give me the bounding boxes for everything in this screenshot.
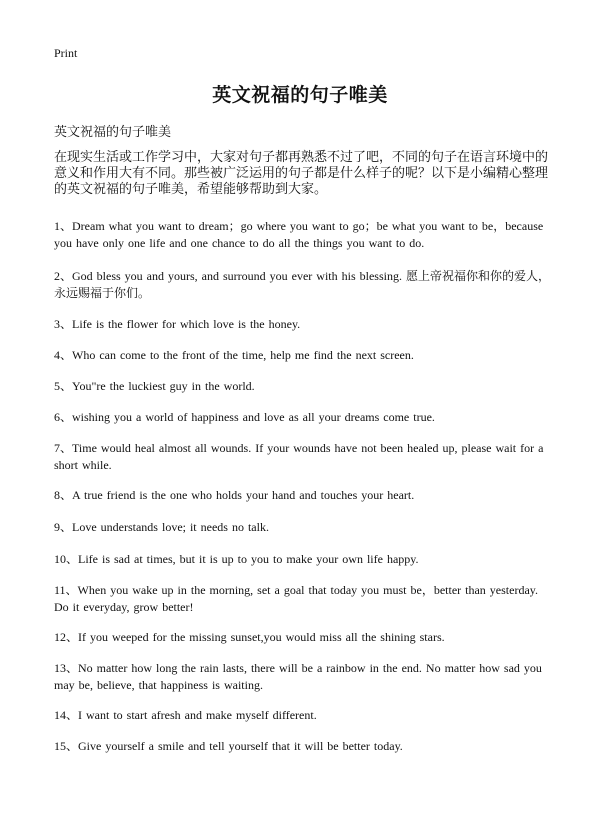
list-item	[54, 378, 550, 395]
list-item	[54, 347, 550, 364]
item-text: 6、wishing you a world of happiness and love as all your dreams come true.	[54, 410, 435, 424]
item-text: 15、Give yourself a smile and tell yourself that it will be better today.	[54, 739, 403, 753]
item-text: 7、Time would heal almost all wounds. If your wounds have not been healed up, please wait for a short while.	[54, 441, 544, 472]
print-label: Print	[54, 46, 78, 60]
item-text: 14、I want to start afresh and make myself different.	[54, 708, 317, 722]
item-text: 12、If you weeped for the missing sunset,you would miss all the shining stars.	[54, 630, 445, 644]
item-text: 1、Dream what you want to dream；go where you want to go；be what you want to be，because you have only one life and one chance to do all the things you want to do.	[54, 219, 544, 250]
intro-paragraph: 在现实生活或工作学习中，大家对句子都再熟悉不过了吧，不同的句子在语言环境中的意义和作用大有不同。那些被广泛运用的句子都是什么样子的呢？以下是小编精心整理的英文祝福的句子唯美，希望能够帮助到大家。	[54, 150, 549, 197]
list-item	[54, 707, 550, 724]
list-item	[54, 268, 550, 302]
list-item	[54, 218, 550, 252]
list-item	[54, 629, 550, 646]
item-text: 8、A true friend is the one who holds your hand and touches your heart.	[54, 488, 415, 502]
list-item	[54, 487, 550, 504]
list-item	[54, 519, 550, 536]
list-item	[54, 582, 550, 616]
item-chinese-translation: 愿上帝祝福你和你的爱人，永远赐福于你们。	[54, 269, 550, 300]
item-text: 10、Life is sad at times, but it is up to you to make your own life happy.	[54, 552, 419, 566]
item-text: 3、Life is the flower for which love is the honey.	[54, 317, 301, 331]
item-text: 5、You"re the luckiest guy in the world.	[54, 379, 255, 393]
list-item	[54, 551, 550, 568]
list-item	[54, 738, 550, 755]
item-text: 2、God bless you and yours, and surround you ever with his blessing.	[54, 269, 402, 283]
document-title: 英文祝福的句子唯美	[212, 84, 388, 106]
list-item	[54, 440, 550, 474]
document-subheading: 英文祝福的句子唯美	[54, 125, 172, 140]
list-item	[54, 316, 550, 333]
item-text: 4、Who can come to the front of the time, help me find the next screen.	[54, 348, 414, 362]
item-text: 9、Love understands love; it needs no talk.	[54, 520, 269, 534]
list-item	[54, 409, 550, 426]
item-text: 13、No matter how long the rain lasts, there will be a rainbow in the end. No matter how sad you may be, believe, that happiness is waiting.	[54, 661, 542, 692]
list-item	[54, 660, 550, 694]
item-text: 11、When you wake up in the morning, set a goal that today you must be，better than yesterday. Do it everyday, grow better!	[54, 583, 538, 614]
